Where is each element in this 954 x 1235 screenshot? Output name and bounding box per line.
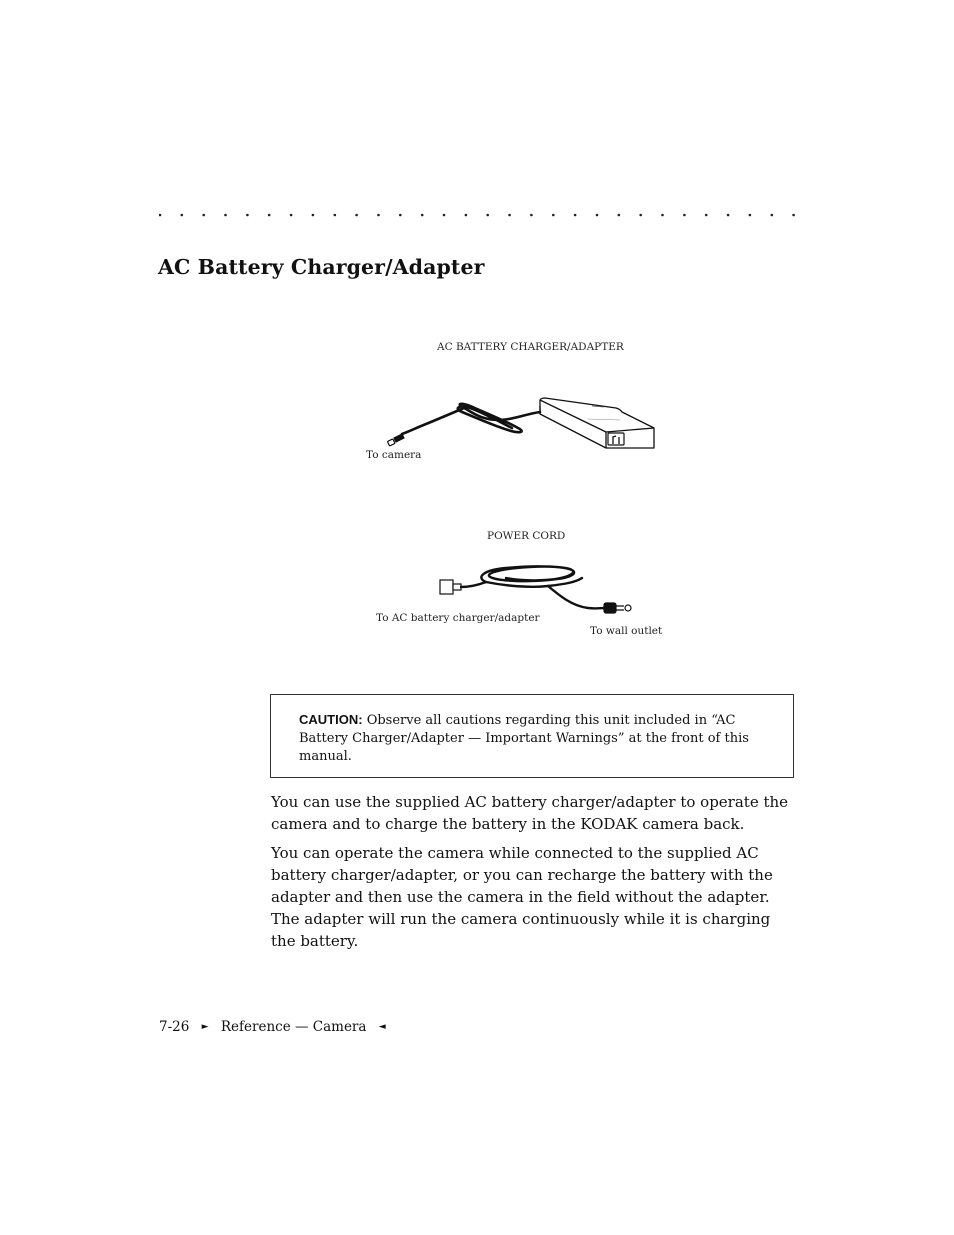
caution-paragraph (299, 711, 749, 766)
to-camera-label: To camera (366, 449, 422, 461)
page-number: 7-26 (159, 1018, 190, 1035)
dotted-rule (159, 205, 799, 217)
footer-section: Reference — Camera (220, 1018, 367, 1035)
caution-label: CAUTION: (299, 712, 363, 727)
caution-text: Observe all cautions regarding this unit included in “AC Battery Charger/Adapter — Important Warnings” at the front of this manual. (299, 713, 749, 764)
page-title: AC Battery Charger/Adapter (158, 255, 485, 279)
charger-illustration (380, 392, 660, 456)
arrow-left-icon: ◄ (378, 1021, 386, 1032)
body-paragraph-2: You can operate the camera while connected to the supplied AC battery charger/adapter, or you can recharge the battery with the adapter and then use the camera in the field without the adapter. The adapter will run the camera continuously while it is charging the battery. (271, 844, 773, 950)
to-charger-label: To AC battery charger/adapter (376, 612, 540, 624)
power-cord-label: POWER CORD (487, 530, 566, 542)
charger-label: AC BATTERY CHARGER/ADAPTER (437, 341, 624, 353)
power-cord-illustration (436, 556, 640, 620)
body-paragraph-1: You can use the supplied AC battery charger/adapter to operate the camera and to charge the battery in the KODAK camera back. (271, 793, 789, 833)
to-wall-outlet-label: To wall outlet (590, 625, 663, 637)
arrow-right-icon: ► (201, 1021, 209, 1032)
page-footer (159, 1018, 386, 1035)
caution-box (270, 694, 794, 778)
